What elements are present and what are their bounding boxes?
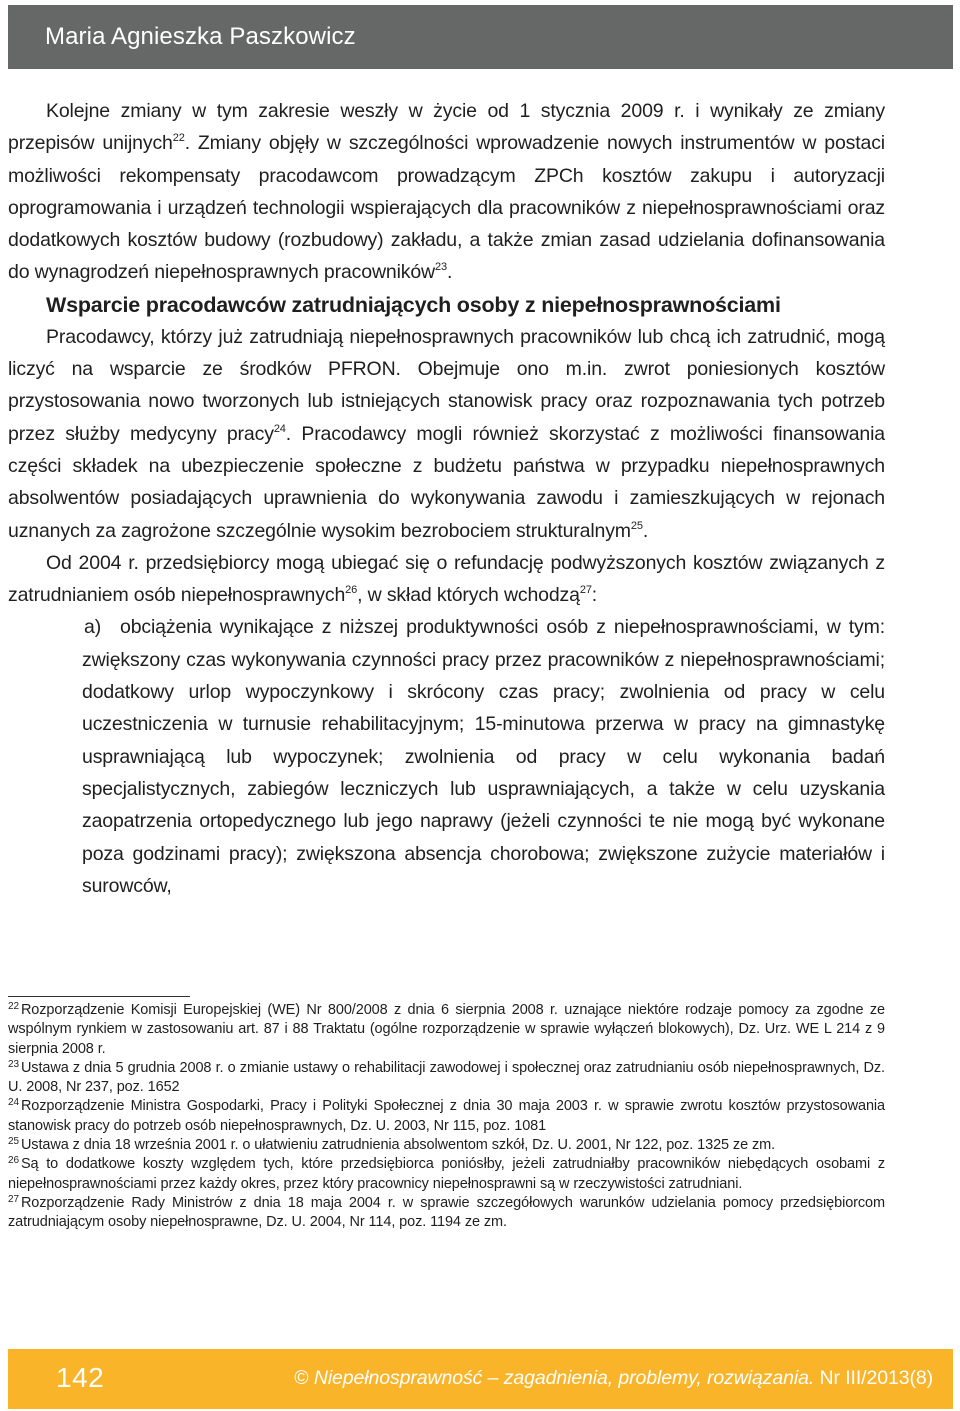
footnote-text: Rozporządzenie Rady Ministrów z dnia 18 maja 2004 r. w sprawie szczegółowych warunków udzielania pomocy przedsiębiorcom zatrudniającym osoby niepełnosprawne, Dz. U. 2004, Nr 114, poz. 1194 ze zm. — [8, 1194, 885, 1231]
footnote-26 — [8, 1155, 885, 1194]
page-number: 142 — [56, 1362, 105, 1393]
section-heading: Wsparcie pracodawców zatrudniających osoby z niepełnosprawnościami — [46, 292, 781, 317]
footnote-24 — [8, 1097, 885, 1136]
running-footer — [8, 1349, 953, 1409]
footnote-text: Rozporządzenie Komisji Europejskiej (WE) Nr 800/2008 z dnia 6 sierpnia 2008 r. uznające niektóre rodzaje pomocy za zgodne ze wspólnym rynkiem w zastosowaniu art. 87 i 88 Traktatu (ogólne rozporządzenie w sprawie wyłączeń blokowych), Dz. Urz. WE L 214 z 9 sierpnia 2008 r. — [8, 1002, 885, 1057]
footnote-number: 27 — [8, 1193, 19, 1205]
footnote-ref-26[interactable]: 26 — [345, 584, 358, 597]
footnote-23 — [8, 1059, 885, 1098]
footnote-text: Są to dodatkowe koszty względem tych, które przedsiębiorca poniósłby, jeżeli zatrudniałby pracowników niebędących osobami z niepełnosprawnościami przez każdy okres, przez który pracownicy niepełnosprawni są w rzeczywistości zatrudniani. — [8, 1156, 885, 1192]
running-header — [8, 5, 953, 69]
footnote-number: 23 — [8, 1058, 19, 1070]
footnote-27 — [8, 1194, 885, 1233]
journal-issue: Nr III/2013(8) — [819, 1367, 933, 1389]
paragraph-3: Od 2004 r. przedsiębiorcy mogą ubiegać się o refundację podwyższonych kosztów związanych z zatrudnianiem osób niepełnosprawnych$^{26}$, w skład których wchodzą$^{27}$: — [8, 551, 885, 607]
footnote-ref-23[interactable]: 23 — [435, 261, 447, 274]
footnote-ref-24[interactable]: 24 — [273, 422, 286, 435]
footnote-number: 24 — [8, 1097, 19, 1109]
footnote-ref-27[interactable]: 27 — [579, 584, 592, 597]
footnote-ref-22[interactable]: 22 — [172, 132, 185, 145]
footnote-number: 25 — [8, 1136, 19, 1148]
footnotes — [8, 1001, 885, 1233]
footnote-25 — [8, 1136, 885, 1155]
footnote-text: Ustawa z dnia 18 września 2001 r. o ułatwieniu zatrudnienia absolwentom szkół, Dz. U. 2001, Nr 122, poz. 1325 ze zm. — [20, 1137, 776, 1154]
footnote-number: 22 — [8, 1001, 19, 1012]
footnote-ref-25[interactable]: 25 — [630, 519, 643, 532]
footnote-text: Ustawa z dnia 5 grudnia 2008 r. o zmianie ustawy o rehabilitacji zawodowej i społecznej oraz zatrudnianiu osób niepełnosprawnych, Dz. U. 2008, Nr 237, poz. 1652 — [8, 1059, 885, 1096]
paragraph-2: Pracodawcy, którzy już zatrudniają niepełnosprawnych pracowników lub chcą ich zatrudnić, mogą liczyć na wsparcie ze środków PFRON. Obejmuje ono m.in. zwrot poniesionych kosztów przystosowania nowo tworzonych lub istniejących stanowisk pracy oraz rozpoznawania tych potrzeb przez służby medycyny pracy$^{24}$. Pracodawcy mogli również skorzystać z możliwości finansowania części składek na ubezpieczenie społeczne z budżetu państwa w przypadku niepełnosprawnych absolwentów posiadających uprawnienia do wykonywania zawodu i zamieszkujących w rejonach uznanych za zagrożone szczególnie wysokim bezrobociem strukturalnym$^{25}$. — [8, 325, 886, 542]
footnote-text: Rozporządzenie Ministra Gospodarki, Pracy i Polityki Społecznej z dnia 30 maja 2003 r. w sprawie zwrotu kosztów przystosowania stanowisk pracy do potrzeb osób niepełnosprawnych, Dz. U. 2003, Nr 115, poz. 1081 — [8, 1098, 885, 1134]
footnote-22 — [8, 1001, 885, 1059]
article-body — [8, 95, 885, 902]
journal-title: Niepełnosprawność – zagadnienia, problemy, rozwiązania. — [313, 1367, 815, 1389]
copyright-icon: © — [294, 1367, 309, 1389]
journal-citation — [294, 1367, 933, 1390]
list-marker: a) — [84, 616, 102, 639]
footnote-divider — [8, 996, 190, 997]
list-item-text: obciążenia wynikające z niższej produktywności osób z niepełnosprawnościami, w tym: zwiększony czas wykonywania czynności pracy przez pracowników z niepełnosprawnościami; dodatkowy urlop wypoczynkowy i skrócony czas pracy; zwolnienia od pracy w celu uczestniczenia w turnusie rehabilitacyjnym; 15-minutowa przerwa w pracy na gimnastykę usprawniającą lub wypoczynek; zwolnienia od pracy w celu wykonania badań specjalistycznych, zabiegów leczniczych lub usprawniających, a także w celu uzyskania zaopatrzenia ortopedycznego lub jego naprawy (jeżeli czynności te nie mogą być wykonane poza godzinami pracy); zwiększona absencja chorobowa; zwiększone zużycie materiałów i surowców, — [82, 616, 885, 897]
paragraph-1: Kolejne zmiany w tym zakresie weszły w życie od 1 stycznia 2009 r. i wynikały ze zmiany przepisów unijnych$^{22}$. Zmiany objęły w szczególności wprowadzenie nowych instrumentów w postaci możliwości rekompensaty pracodawcom prowadzącym ZPCh kosztów zakupu i autoryzacji oprogramowania i urządzeń technologii wspierających dla pracowników z niepełnosprawnościami oraz dodatkowych kosztów budowy (rozbudowy) zakładu, a także zmian zasad udzielania dofinansowania do wynagrodzeń niepełnosprawnych pracowników$^{23}$. — [8, 100, 885, 284]
list-item — [8, 611, 885, 902]
author-name: Maria Agnieszka Paszkowicz — [45, 23, 356, 50]
footnote-number: 26 — [8, 1155, 19, 1167]
